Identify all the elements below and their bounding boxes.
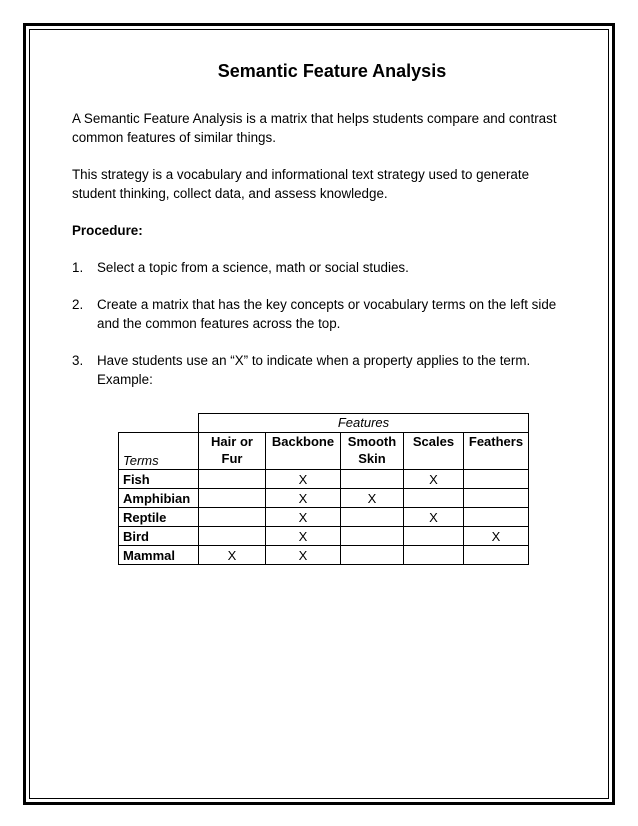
table-row <box>119 489 529 508</box>
row-term: Bird <box>119 527 199 546</box>
table-cell <box>341 470 404 489</box>
table-cell: X <box>199 546 266 565</box>
table-cell <box>404 546 464 565</box>
procedure-step <box>72 351 572 389</box>
table-cell <box>464 508 529 527</box>
step-number: 2. <box>72 297 84 312</box>
table-cell <box>341 508 404 527</box>
strategy-paragraph: This strategy is a vocabulary and informational text strategy used to generate student thinking, collect data, and assess knowledge. <box>72 167 530 201</box>
table-row <box>119 470 529 489</box>
row-term: Amphibian <box>119 489 199 508</box>
row-term: Mammal <box>119 546 199 565</box>
feature-table <box>118 413 529 565</box>
table-row <box>119 546 529 565</box>
procedure-heading: Procedure: <box>72 223 143 238</box>
table-cell: X <box>404 470 464 489</box>
step-number: 1. <box>72 260 84 275</box>
table-cell <box>199 489 266 508</box>
step-number: 3. <box>72 353 84 368</box>
column-header: Smooth Skin <box>341 433 404 470</box>
table-cell <box>404 527 464 546</box>
table-cell: X <box>266 508 341 527</box>
procedure-step <box>72 258 572 277</box>
table-cell <box>464 489 529 508</box>
column-header: Backbone <box>266 433 341 470</box>
column-header: Feathers <box>464 433 529 470</box>
terms-header: Terms <box>119 433 199 470</box>
procedure-step <box>72 295 572 333</box>
table-cell: X <box>464 527 529 546</box>
table-cell: X <box>266 470 341 489</box>
step-text: Select a topic from a science, math or social studies. <box>97 260 409 275</box>
table-cell: X <box>266 527 341 546</box>
column-header: Hair or Fur <box>199 433 266 470</box>
table-cell <box>404 489 464 508</box>
table-cell <box>199 508 266 527</box>
intro-paragraph: A Semantic Feature Analysis is a matrix that helps students compare and contrast common features of similar things. <box>72 111 557 145</box>
table-cell <box>464 546 529 565</box>
column-header: Scales <box>404 433 464 470</box>
features-header: Features <box>199 414 529 433</box>
table-cell: X <box>404 508 464 527</box>
table-cell: X <box>266 489 341 508</box>
step-example-label: Example: <box>97 372 153 387</box>
row-term: Fish <box>119 470 199 489</box>
procedure-list <box>72 258 572 389</box>
row-term: Reptile <box>119 508 199 527</box>
table-cell <box>464 470 529 489</box>
step-text: Create a matrix that has the key concepts or vocabulary terms on the left side and the common features across the top. <box>97 297 557 331</box>
table-row <box>119 508 529 527</box>
feature-matrix <box>118 413 529 565</box>
step-text: Have students use an “X” to indicate when a property applies to the term. <box>97 353 531 368</box>
table-cell <box>199 527 266 546</box>
table-cell: X <box>266 546 341 565</box>
table-cell: X <box>341 489 404 508</box>
table-cell <box>341 527 404 546</box>
document-content <box>72 60 572 407</box>
table-cell <box>199 470 266 489</box>
table-cell <box>341 546 404 565</box>
page-title: Semantic Feature Analysis <box>217 61 447 81</box>
table-row <box>119 527 529 546</box>
